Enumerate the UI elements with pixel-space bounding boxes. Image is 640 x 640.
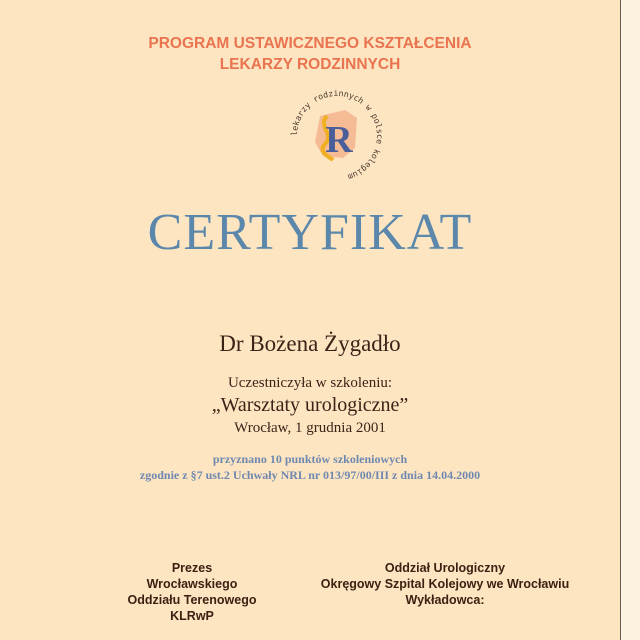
participation-label: Uczestniczyła w szkoleniu: — [227, 375, 393, 391]
signature-left-line: Wrocławskiego — [146, 577, 238, 591]
signature-right-line: Oddział Urologiczny — [384, 561, 506, 575]
points-line1: przyznano 10 punktów szkoleniowych — [212, 452, 408, 466]
signature-left-line: Oddziału Terenowego — [127, 593, 257, 607]
signature-left — [112, 560, 272, 624]
certificate-title: CERTYFIKAT — [147, 204, 473, 261]
recipient-name: Dr Bożena Żygadło — [219, 331, 401, 356]
signature-left-line: KLRwP — [170, 609, 214, 623]
points-line2: zgodnie z §7 ust.2 Uchwały NRL nr 013/97/00/III z dnia 14.04.2000 — [139, 468, 481, 482]
signature-right — [300, 560, 590, 608]
signature-right-line: Okręgowy Szpital Kolejowy we Wrocławiu — [320, 577, 570, 591]
logo-monogram: R — [325, 119, 353, 161]
kolegium-logo — [287, 86, 387, 186]
signature-right-line: Wykładowca: — [405, 593, 485, 607]
logo-ring-text: lekarzy rodzinnych w polsce kolegium — [288, 87, 386, 183]
program-title-line2: LEKARZY RODZINNYCH — [219, 56, 401, 73]
course-name: „Warsztaty urologiczne” — [211, 394, 409, 416]
place-date: Wrocław, 1 grudnia 2001 — [234, 420, 386, 436]
signature-left-line: Prezes — [171, 561, 213, 575]
program-title-line1: PROGRAM USTAWICZNEGO KSZTAŁCENIA — [148, 35, 472, 52]
